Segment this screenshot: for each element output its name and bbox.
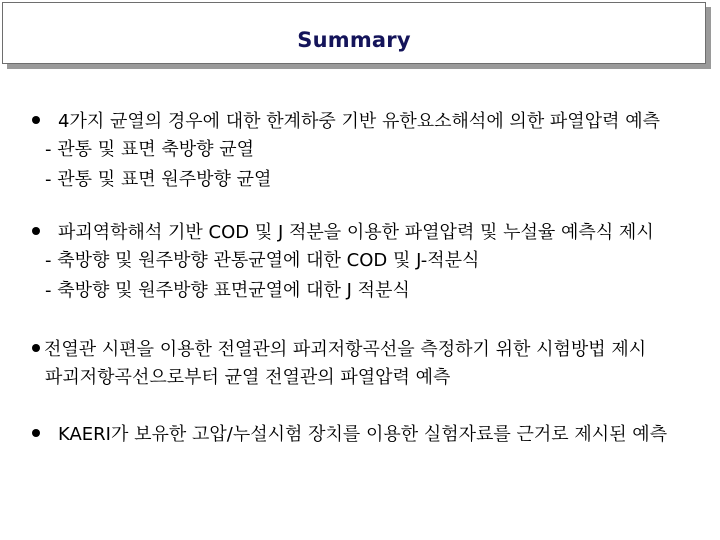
sub-item-2-1: - 축방향 및 원주방향 관통균열에 대한 COD 및 J-적분식 xyxy=(45,250,480,271)
bullet-item-4-text: KAERI가 보유한 고압/누설시험 장치를 이용한 실험자료를 근거로 제시된 예측 xyxy=(58,424,668,445)
bullet-item-4 xyxy=(0,424,667,446)
bullet-item-1-text: 4가지 균열의 경우에 대한 한계하중 기반 유한요소해석에 의한 파열압력 예측 xyxy=(58,111,660,132)
bullet-item-2 xyxy=(0,222,654,244)
sub-item-2-2: - 축방향 및 원주방향 표면균열에 대한 J 적분식 xyxy=(45,280,410,301)
bullet-item-3-continuation: 파괴저항곡선으로부터 균열 전열관의 파열압력 예측 xyxy=(45,367,451,388)
title-box xyxy=(2,2,706,64)
bullet-icon xyxy=(0,111,58,133)
bullet-icon xyxy=(0,222,58,244)
bullet-item-1 xyxy=(0,111,660,133)
sub-item-1-1: - 관통 및 표면 축방향 균열 xyxy=(45,139,254,160)
bullet-item-3-text: 전열관 시편을 이용한 전열관의 파괴저항곡선을 측정하기 위한 시험방법 제시 xyxy=(44,339,647,360)
sub-item-1-2: - 관통 및 표면 원주방향 균열 xyxy=(45,169,272,190)
bullet-item-2-text: 파괴역학해석 기반 COD 및 J 적분을 이용한 파열압력 및 누설율 예측식 제시 xyxy=(58,222,654,243)
bullet-icon xyxy=(0,424,58,446)
bullet-item-3 xyxy=(0,339,646,361)
slide-title: Summary xyxy=(297,28,411,52)
bullet-icon xyxy=(0,339,40,361)
